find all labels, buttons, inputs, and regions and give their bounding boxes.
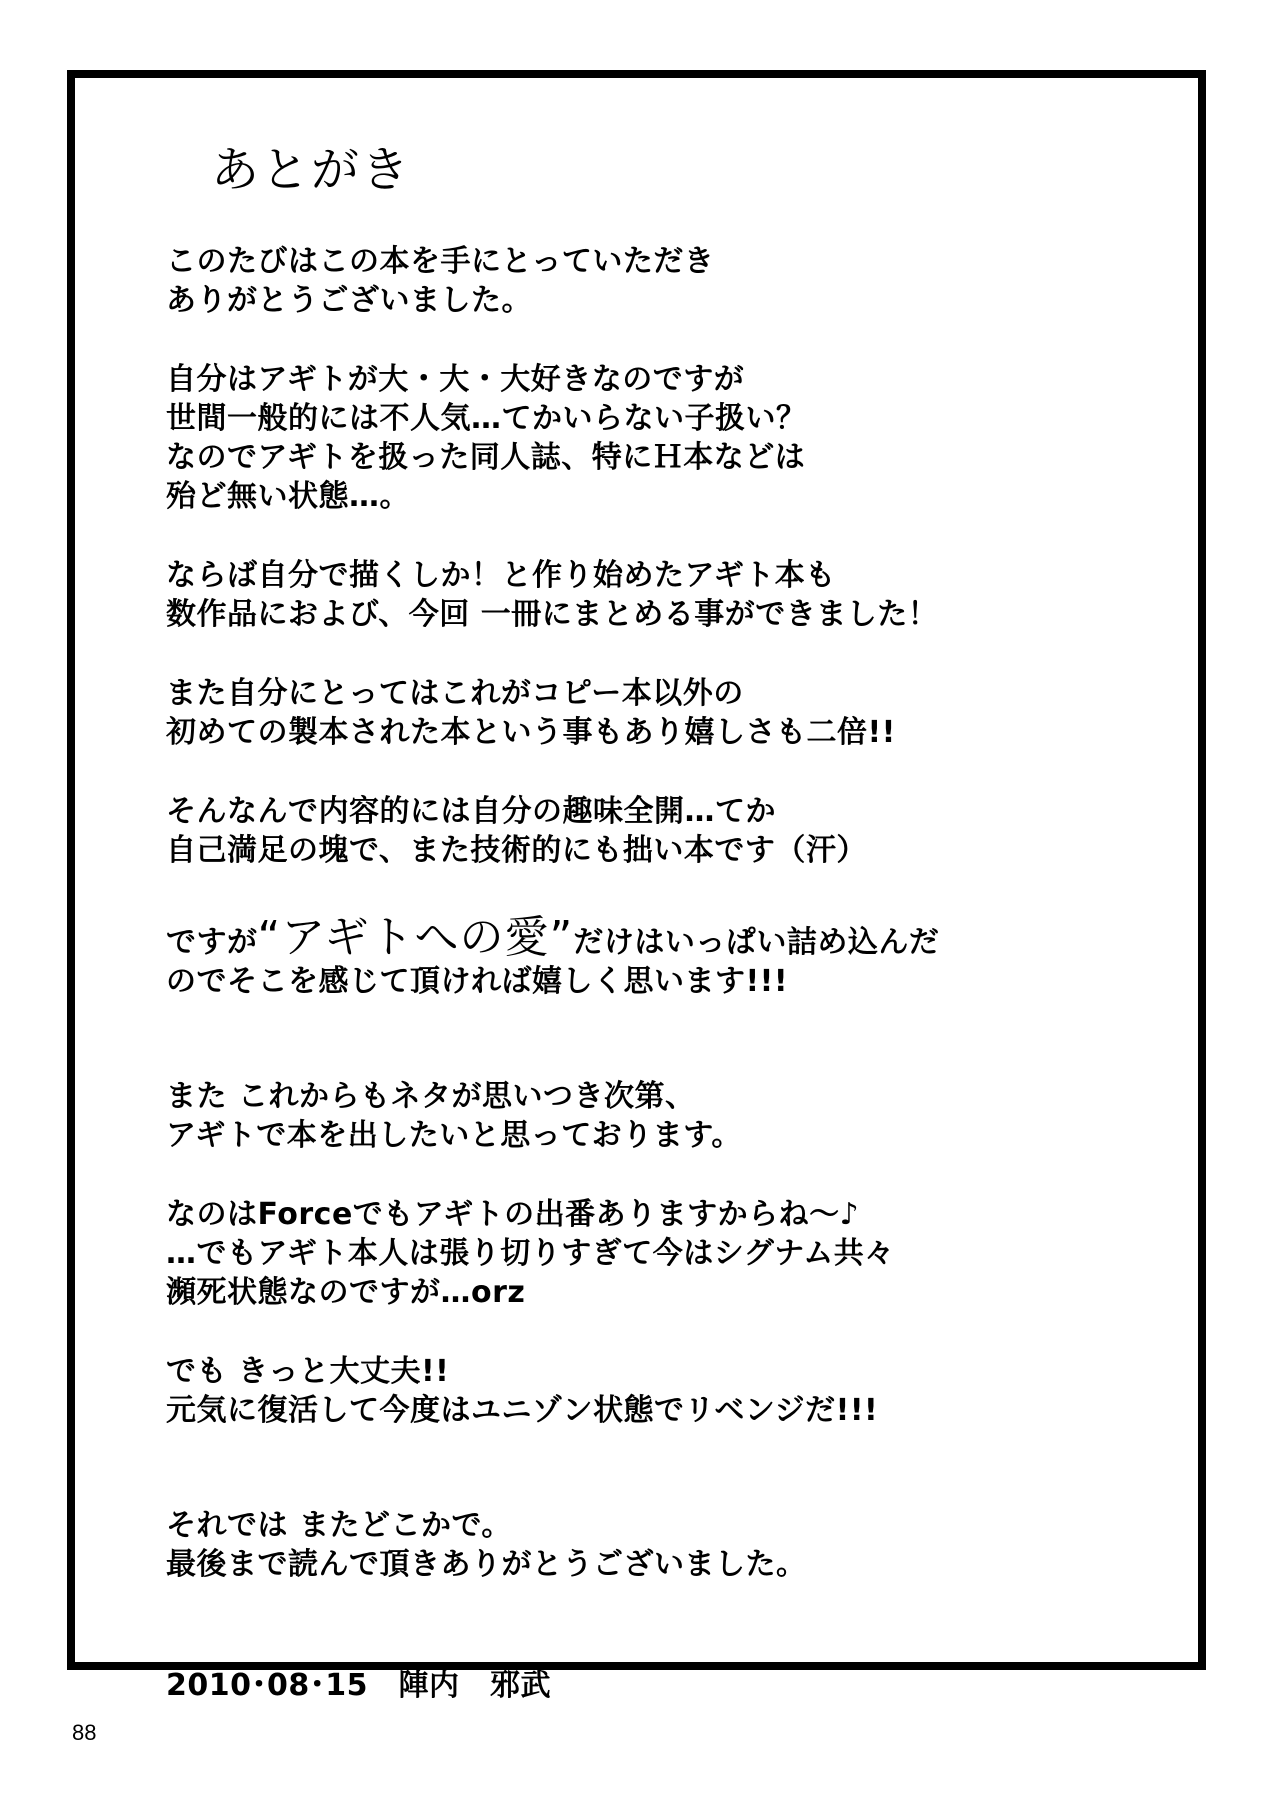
text-line: 自分はアギトが大・大・大好きなのですが: [166, 362, 745, 397]
emphasis-highlight: “アギトへの愛”: [257, 912, 574, 963]
text-line: このたびはこの本を手にとっていただき: [166, 244, 715, 279]
signature-date-author: 2010･08･15 陣内 邪武: [166, 1668, 551, 1703]
text-line: ありがとうございました。: [166, 283, 532, 318]
emphasis-suffix: だけはいっぱい詰め込んだ: [573, 925, 940, 960]
paragraph-first-bound-book: [166, 674, 1166, 752]
text-line: そんなんで内容的には自分の趣味全開…てか: [166, 794, 776, 829]
text-line: 元気に復活して今度はユニゾン状態でリベンジだ!!!: [166, 1393, 879, 1428]
text-line: のでそこを感じて頂ければ嬉しく思います!!!: [166, 964, 789, 999]
emphasis-line: [166, 912, 1166, 963]
text-line: 数作品におよび、今回 一冊にまとめる事ができました！: [166, 597, 939, 632]
emphasis-prefix: ですが: [166, 925, 258, 960]
text-line: 初めての製本された本という事もあり嬉しさも二倍!!: [166, 715, 896, 750]
paragraph-future: [166, 1077, 1166, 1155]
text-line: ならば自分で描くしか！と作り始めたアギト本も: [166, 558, 836, 593]
paragraph-contents: [166, 792, 1166, 870]
text-line: …でもアギト本人は張り切りすぎて今はシグナム共々: [166, 1236, 895, 1271]
paragraph-force: [166, 1195, 1166, 1312]
text-line: でも きっと大丈夫!!: [166, 1354, 450, 1389]
text-line: それでは またどこかで。: [166, 1508, 512, 1543]
afterword-body: [166, 242, 1166, 1705]
page-number: 88: [72, 1720, 97, 1745]
paragraph-agito-love: [166, 912, 1166, 1001]
text-line: また自分にとってはこれがコピー本以外の: [166, 676, 744, 711]
paragraph-collection: [166, 556, 1166, 634]
paragraph-revenge: [166, 1352, 1166, 1430]
signature-line: [166, 1666, 1166, 1705]
text-line: 殆ど無い状態…。: [166, 479, 410, 514]
paragraph-thanks: [166, 242, 1166, 320]
paragraph-love-agito: [166, 360, 1166, 516]
afterword-heading: あとがき: [211, 142, 412, 198]
text-line: なのでアギトを扱った同人誌、特にＨ本などは: [166, 440, 806, 475]
text-line: 自己満足の塊で、また技術的にも拙い本です（汗）: [166, 833, 867, 868]
text-line: アギトで本を出したいと思っております。: [166, 1118, 742, 1153]
text-line: 世間一般的には不人気…てかいらない子扱い？: [166, 401, 807, 436]
text-line: 最後まで読んで頂きありがとうございました。: [166, 1547, 807, 1582]
text-line: また これからもネタが思いつき次第、: [166, 1079, 696, 1114]
text-line: 瀕死状態なのですが…orz: [166, 1275, 526, 1310]
paragraph-closing: [166, 1506, 1166, 1584]
text-line: なのはForceでもアギトの出番ありますからね～♪: [166, 1197, 860, 1232]
